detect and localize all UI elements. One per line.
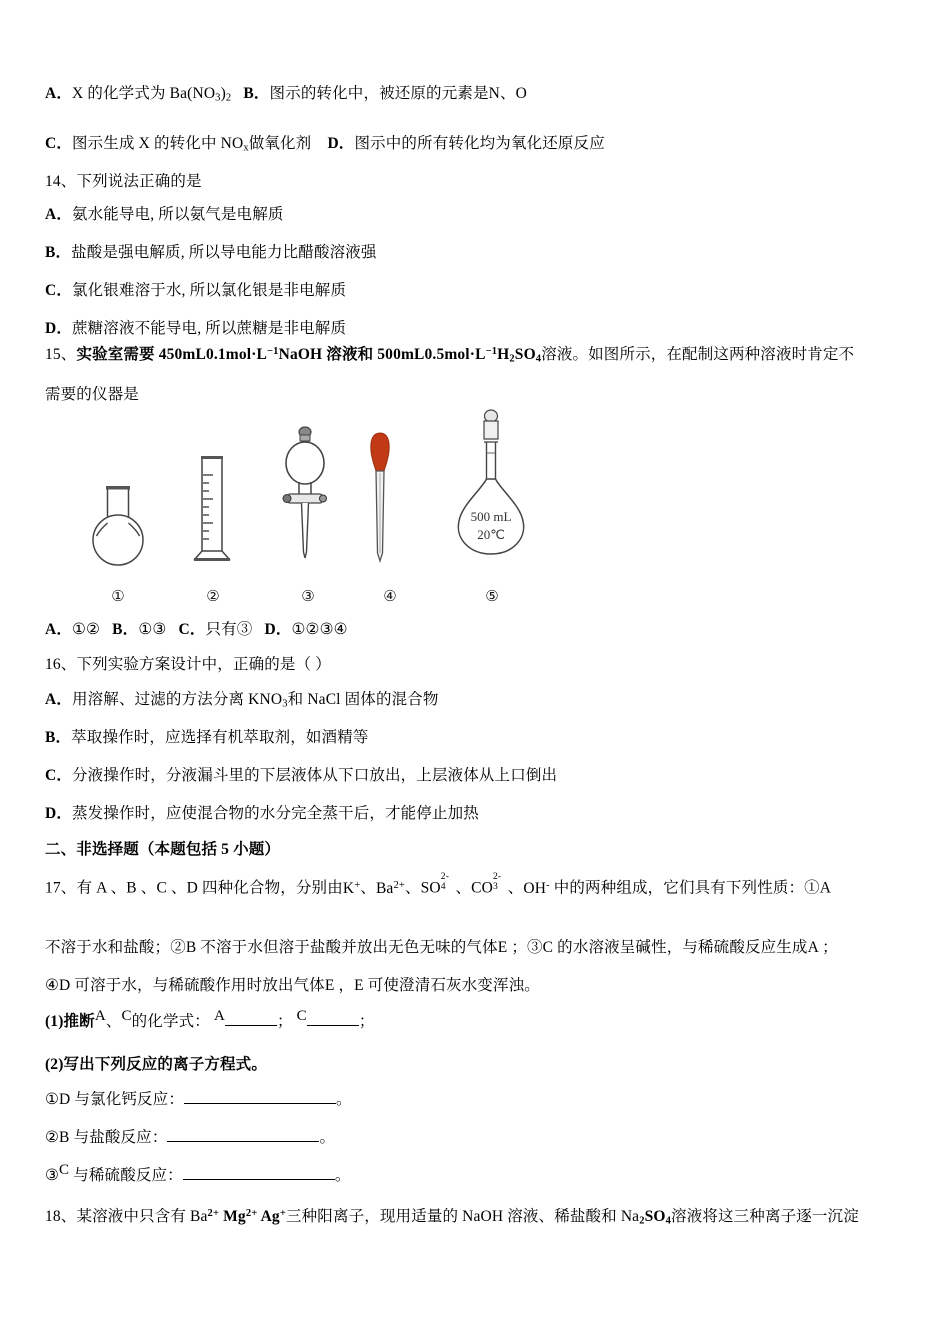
option-d-text: 蔗糖溶液不能导电, 所以蔗糖是非电解质	[72, 320, 347, 337]
q13-option-line-2	[45, 134, 915, 155]
question-16-stem: 16、下列实验方案设计中，正确的是（ ）	[45, 656, 331, 673]
q13-option-line-1	[45, 84, 915, 105]
answer-blank-3[interactable]	[183, 1179, 335, 1180]
question-18-stem: 18、某溶液中只含有 $Ba^{2+}$ $Mg^{2+}$ Ag+三种阳离子，现用适量的 NaOH 溶液、稀盐酸和 $Na_2SO_4$溶液将这三种离子逐一沉淀	[45, 1207, 859, 1227]
apparatus-caption-5: ⑤	[485, 587, 499, 605]
separating-funnel-icon	[275, 424, 335, 569]
option-c-text: 只有③	[205, 621, 253, 638]
ion-sulfate: SO 2- 4	[420, 871, 450, 897]
option-a-text: 氨水能导电, 所以氨气是电解质	[72, 206, 284, 223]
question-15-number: 15、	[45, 346, 77, 363]
symbol-c: C	[59, 1161, 70, 1178]
round-bottom-flask-icon	[80, 439, 156, 569]
q17-part2-item-2: ②B 与盐酸反应： 。	[45, 1129, 336, 1146]
question-14-number: 14、	[45, 173, 77, 190]
section-2-heading: 二、非选择题（本题包括 5 小题）	[45, 841, 281, 858]
ion-barium: 2+	[207, 1207, 220, 1219]
option-d-label: D．	[327, 135, 355, 152]
q15-answer-row	[45, 620, 915, 641]
apparatus-caption-4: ④	[383, 587, 397, 605]
q16-option-d	[45, 804, 915, 825]
apparatus-figure	[60, 415, 560, 605]
ion-hydroxide: OH-	[523, 879, 550, 897]
q14-option-c	[45, 281, 915, 302]
question-18-number: 18、	[45, 1208, 77, 1225]
apparatus-caption-3: ③	[301, 587, 315, 605]
q17-part2-item-1: ①D 与氯化钙反应： 。	[45, 1091, 352, 1108]
question-17-stem-line1: 17、有 A 、B 、C 、D 四种化合物，分别由K+、$Ba^{2+}$、SO 2- 4 、CO 2- 3 、OH- 中的两种组成，它们具有下列性质：①A	[45, 877, 915, 899]
q16-option-a	[45, 690, 915, 711]
symbol-d: D	[59, 1091, 71, 1108]
volumetric-flask-icon	[448, 409, 534, 569]
question-17-number: 17、	[45, 879, 77, 897]
option-a-text: ①②	[72, 621, 101, 638]
option-c-label: C．	[45, 135, 72, 152]
option-c-label: C．	[45, 767, 72, 784]
option-c-label: C．	[45, 282, 72, 299]
dropper-icon	[360, 431, 400, 569]
option-c-text: 分液操作时，分液漏斗里的下层液体从下口放出，上层液体从上口倒出	[72, 767, 558, 784]
answer-blank-1[interactable]	[184, 1103, 336, 1104]
q17-part2-item-3: ③C 与稀硫酸反应： 。	[45, 1161, 351, 1184]
option-a-text: 用溶解、过滤的方法分离 $KNO_3$和 NaCl 固体的混合物	[72, 691, 439, 710]
apparatus-caption-2: ②	[206, 587, 220, 605]
apparatus-caption-1: ①	[111, 587, 125, 605]
option-d-label: D．	[45, 320, 72, 337]
option-c-label: C．	[178, 621, 206, 638]
option-b-label: B．	[45, 729, 72, 746]
option-b-text: ①③	[138, 621, 167, 638]
option-d-label: D．	[45, 805, 72, 822]
option-a-label: A．	[45, 621, 72, 638]
option-b-text: 盐酸是强电解质, 所以导电能力比醋酸溶液强	[71, 244, 377, 261]
question-15-stem-line2: 需要的仪器是	[45, 386, 139, 403]
option-a-label: A．	[45, 691, 72, 708]
option-a-label: A．	[45, 85, 72, 102]
option-b-text: 萃取操作时，应选择有机萃取剂，如酒精等	[71, 729, 369, 746]
option-d-text: 蒸发操作时，应使混合物的水分完全蒸干后，才能停止加热	[72, 805, 479, 822]
option-c-text: 氯化银难溶于水, 所以氯化银是非电解质	[72, 282, 347, 299]
ion-potassium: K+	[342, 879, 361, 897]
option-c-text: 图示生成 X 的转化中 $NO_x$做氧化剂	[72, 135, 312, 154]
q16-option-c	[45, 766, 915, 787]
symbol-a: A	[94, 1007, 106, 1024]
question-17-stem-line3: ④D 可溶于水，与稀硫酸作用时放出气体E ，E 可使澄清石灰水变浑浊。	[45, 977, 540, 994]
answer-blank-a[interactable]	[225, 1025, 277, 1026]
q14-option-d	[45, 319, 915, 340]
ion-carbonate: CO 2- 3	[471, 871, 502, 897]
q16-option-b	[45, 728, 915, 749]
flask-volume-label: 500 mL	[470, 509, 512, 524]
question-14-stem: 14、下列说法正确的是	[45, 173, 202, 190]
question-15-stem: 15、实验室需要 $450mL0.1mol\cdot L^{-1}NaOH$ 溶液和 $500mL0.5mol\cdot L^{-1}H_2SO_4$溶液。如图所示，在配制这两种溶液时肯定不	[45, 345, 855, 365]
q14-option-b	[45, 243, 915, 264]
flask-temperature-label: 20℃	[477, 527, 505, 542]
answer-label-c: C	[296, 1007, 307, 1024]
answer-blank-c[interactable]	[307, 1025, 359, 1026]
q14-option-a	[45, 205, 915, 226]
option-a-text: X 的化学式为 $Ba(NO_3)_2$	[72, 85, 232, 104]
symbol-b: B	[59, 1129, 70, 1146]
option-b-label: B．	[112, 621, 139, 638]
symbol-c: C	[121, 1007, 132, 1024]
option-b-label: B．	[243, 85, 270, 102]
answer-label-a: A	[213, 1007, 225, 1024]
question-17-part-1: (1)推断A、C的化学式： A ； C ；	[45, 1007, 375, 1030]
option-a-label: A．	[45, 206, 72, 223]
question-16-number: 16、	[45, 656, 77, 673]
option-d-text: ①②③④	[291, 621, 348, 638]
option-d-label: D．	[264, 621, 292, 638]
question-17-stem-line2: 不溶于水和盐酸；②B 不溶于水但溶于盐酸并放出无色无味的气体E ；③C 的水溶液呈碱性，与稀硫酸反应生成A ；	[45, 939, 838, 956]
option-b-label: B．	[45, 244, 72, 261]
option-b-text: 图示的转化中，被还原的元素是N、O	[269, 85, 527, 102]
ion-barium: $Ba^{2+}$	[375, 879, 405, 897]
question-17-part-2-heading: (2)写出下列反应的离子方程式。	[45, 1056, 267, 1073]
answer-blank-2[interactable]	[167, 1141, 319, 1142]
option-d-text: 图示中的所有转化均为氧化还原反应	[354, 135, 605, 152]
graduated-cylinder-icon	[188, 439, 238, 569]
